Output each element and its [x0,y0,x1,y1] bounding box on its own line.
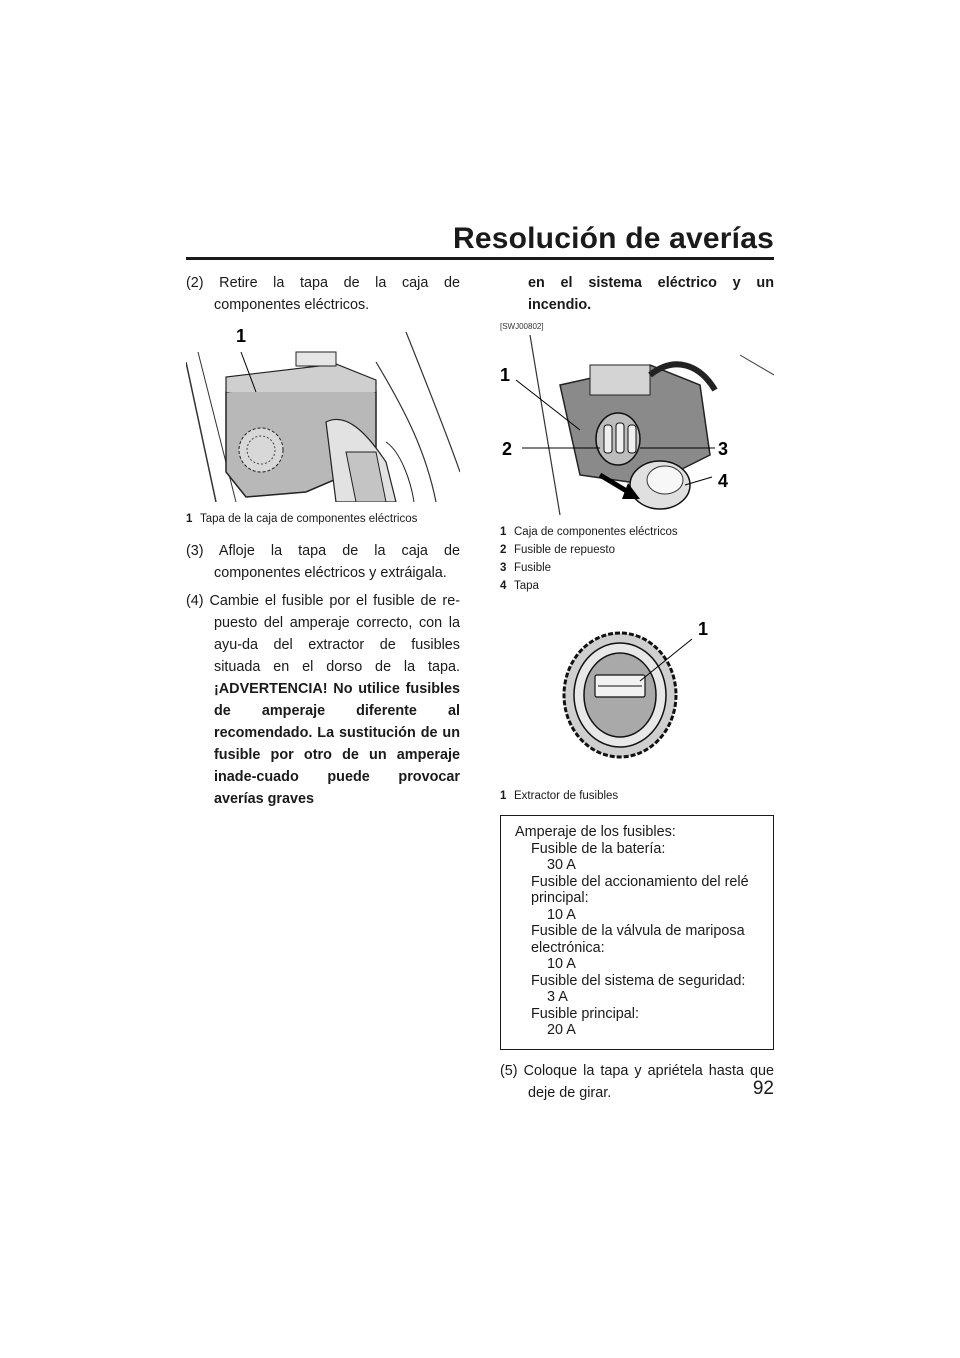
spec-name: electrónica: [531,939,605,956]
figure-caption: 1 Tapa de la caja de componentes eléctricos [186,513,418,525]
right-column [500,272,774,1110]
spec-value: 3 A [547,989,568,1005]
spec-name: Fusible del accionamiento del relé [531,873,749,890]
spec-title: Amperaje de los fusibles: [515,824,676,840]
figure-label: 3 [718,439,729,459]
figure-caption: 1 Extractor de fusibles [500,790,619,802]
figure-label: 1 [698,619,709,639]
page-title: Resolución de averías [452,222,774,255]
figure-label: 2 [502,439,513,459]
spec-name: Fusible de la válvula de mariposa [531,923,745,939]
spec-name: Fusible del sistema de seguridad: [531,972,746,989]
figure-fuse-box [500,335,774,515]
figure-caption: 4 Tapa [500,580,539,592]
figure-caption-list [500,523,774,595]
page-number: 92 [752,1078,774,1099]
step-5: (5) Coloque la tapa y apriétela hasta que deje de girar. [500,1062,774,1101]
figure-fuse-puller [500,617,774,767]
figure-electrical-box [186,322,460,502]
illustration-fuse-box [500,335,774,515]
step-2: (2) Retire la tapa de la caja de componentes eléctricos. [186,275,460,313]
figure-label: 1 [236,326,247,346]
spec-value: 30 A [547,857,576,873]
warning-code: [SWJ00802] [500,322,544,331]
figure-caption: 1 Caja de componentes eléctricos [500,526,678,538]
spec-value: 10 A [547,906,576,923]
figure-caption-list [186,510,460,528]
figure-caption: 3 Fusible [500,562,552,574]
warning-continuation: en el sistema eléctrico y un incendio. [528,275,774,313]
spec-value: 10 A [547,956,576,972]
spec-value: 20 A [547,1022,576,1038]
left-column [186,272,460,816]
step-3: (3) Afloje la tapa de la caja de componentes eléctricos y extráigala. [186,543,460,581]
illustration-electrical-box [186,322,460,502]
spec-name: Fusible de la batería: [531,840,666,857]
header-rule [186,257,774,260]
spec-name: principal: [531,890,589,906]
figure-caption: 2 Fusible de repuesto [500,544,616,556]
figure-caption-list [500,787,774,805]
step-4: (4) Cambie el fusible por el fusible de re-puesto del amperaje correcto, con la ayu-da del extractor de fusibles situada en el dorso de la tapa. ¡ADVERTENCIA! No utilice fusibles de amperaje diferente al recomendado. La sustitución de un fusible por otro de un amperaje inade-cuado puede provocar averías graves [186,593,460,807]
illustration-fuse-cap [500,617,774,767]
figure-label: 1 [500,365,511,385]
spec-name: Fusible principal: [531,1005,639,1022]
fuse-spec-box [500,815,774,1050]
figure-label: 4 [718,471,729,491]
